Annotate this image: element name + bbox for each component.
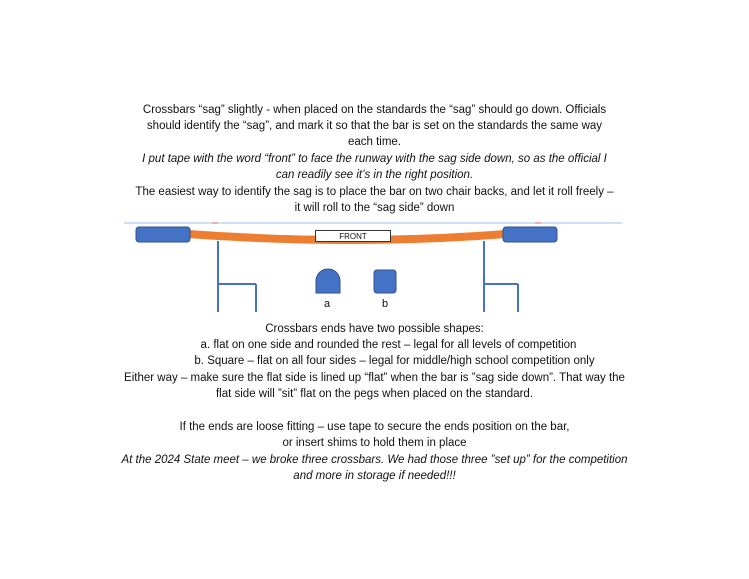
loose-line-1: If the ends are loose fitting – use tape to secure the ends position on the bar, bbox=[179, 421, 570, 433]
state-line-1: At the 2024 State meet – we broke three crossbars. We had those three ”set up” for the competition bbox=[121, 454, 628, 466]
ends-title: Crossbars ends have two possible shapes: bbox=[265, 323, 484, 335]
shape-b-square bbox=[374, 270, 396, 293]
loose-line-2: or insert shims to hold them in place bbox=[282, 437, 467, 449]
ends-item-a: a. flat on one side and rounded the rest – legal for all levels of competition bbox=[200, 339, 577, 351]
shape-a-label: a bbox=[324, 298, 331, 310]
intro-line-1: Crossbars “sag” slightly - when placed on the standards the “sag” should go down. Officials bbox=[142, 104, 607, 116]
intro-line-2: should identify the “sag”, and mark it so that the bar is set on the standards the same way bbox=[146, 120, 603, 132]
intro-italic-1: I put tape with the word “front” to face the runway with the sag side down, so as the official I bbox=[142, 153, 607, 165]
front-tape-label: FRONT bbox=[315, 230, 391, 242]
intro-line-5: it will roll to the “sag side” down bbox=[294, 202, 455, 214]
state-line-2: and more in storage if needed!!! bbox=[293, 470, 456, 482]
ends-either-1: Either way – make sure the flat side is lined up “flat” when the bar is ”sag side down”. That way the bbox=[124, 372, 625, 384]
intro-line-3: each time. bbox=[347, 136, 402, 148]
shape-a-rounded bbox=[316, 269, 340, 293]
intro-line-4: The easiest way to identify the sag is to place the bar on two chair backs, and let it roll freely – bbox=[135, 186, 614, 198]
chair-right bbox=[484, 241, 518, 312]
ends-item-b: b. Square – flat on all four sides – legal for middle/high school competition only bbox=[194, 355, 595, 367]
shape-b-label: b bbox=[382, 298, 389, 310]
end-cap-left bbox=[136, 227, 190, 242]
ends-either-2: flat side will ”sit” flat on the pegs when placed on the standard. bbox=[215, 388, 534, 400]
end-cap-right bbox=[503, 227, 557, 242]
intro-italic-2: can readily see it’s in the right position. bbox=[275, 169, 474, 181]
chair-left bbox=[218, 241, 256, 312]
